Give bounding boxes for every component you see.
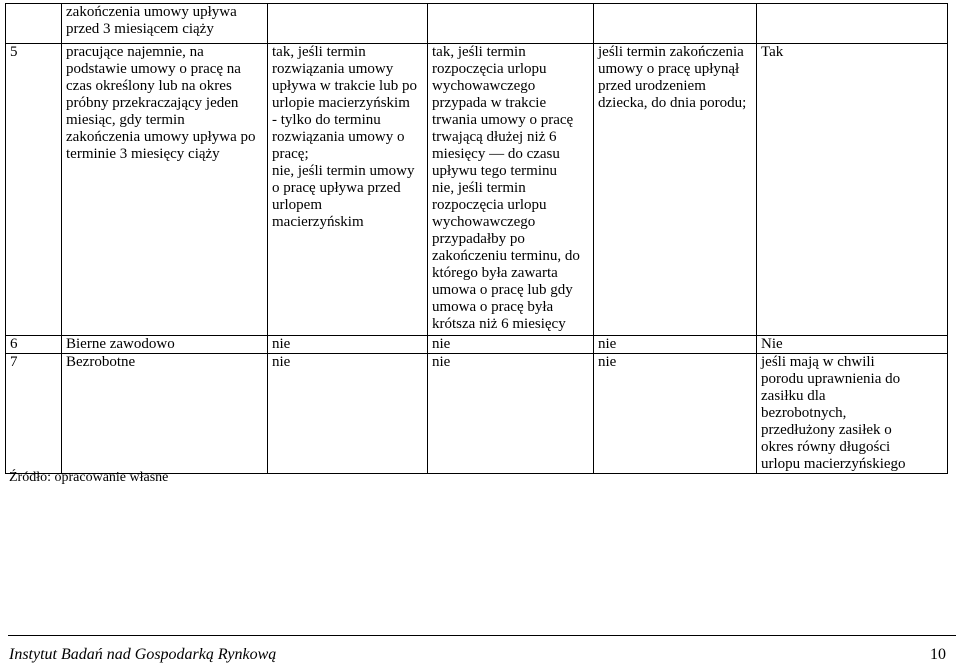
parental-cell: nie [428,336,594,354]
footer-divider [8,635,956,636]
source-note: Źródło: opracowanie własne [9,470,169,485]
maternity-cell [268,4,428,44]
footer-institute: Instytut Badań nad Gospodarką Rynkową [9,646,277,663]
allowance-cell: jeśli mają w chwili porodu uprawnienia do zasiłku dla bezrobotnych, przedłużony zasiłek o okres równy długości urlopu macierzyńskiego [757,354,948,474]
row-number: 6 [6,336,62,354]
until-birth-cell: jeśli termin zakończenia umowy o pracę upłynął przed urodzeniem dziecka, do dnia porodu; [594,44,757,336]
parental-cell [428,4,594,44]
group-cell: zakończenia umowy upływa przed 3 miesiącem ciąży [62,4,268,44]
parental-cell: nie [428,354,594,474]
table-row [6,354,948,474]
group-cell: pracujące najemnie, na podstawie umowy o pracę na czas określony lub na okres próbny przekraczający jeden miesiąc, gdy termin zakończenia umowy upływa po terminie 3 miesięcy ciąży [62,44,268,336]
allowance-cell: Nie [757,336,948,354]
allowance-cell: Tak [757,44,948,336]
table-row [6,336,948,354]
until-birth-cell: nie [594,354,757,474]
row-number: 5 [6,44,62,336]
parental-cell: tak, jeśli termin rozpoczęcia urlopu wychowawczego przypada w trakcie trwania umowy o pracę trwającą dłużej niż 6 miesięcy — do czasu upływu tego terminu nie, jeśli termin rozpoczęcia urlopu wychowawczego przypadałby po zakończeniu terminu, do którego była zawarta umowa o pracę lub gdy umowa o pracę była krótsza niż 6 miesięcy [428,44,594,336]
maternity-cell: nie [268,354,428,474]
row-number [6,4,62,44]
maternity-cell: tak, jeśli termin rozwiązania umowy upływa w trakcie lub po urlopie macierzyńskim - tylko do terminu rozwiązania umowy o pracę; nie, jeśli termin umowy o pracę upływa przed urlopem macierzyńskim [268,44,428,336]
table-row [6,4,948,44]
group-cell: Bierne zawodowo [62,336,268,354]
allowance-cell [757,4,948,44]
group-cell: Bezrobotne [62,354,268,474]
maternity-cell: nie [268,336,428,354]
row-number: 7 [6,354,62,474]
page-number: 10 [930,646,946,663]
benefits-table [5,3,948,474]
until-birth-cell: nie [594,336,757,354]
table-row [6,44,948,336]
until-birth-cell [594,4,757,44]
